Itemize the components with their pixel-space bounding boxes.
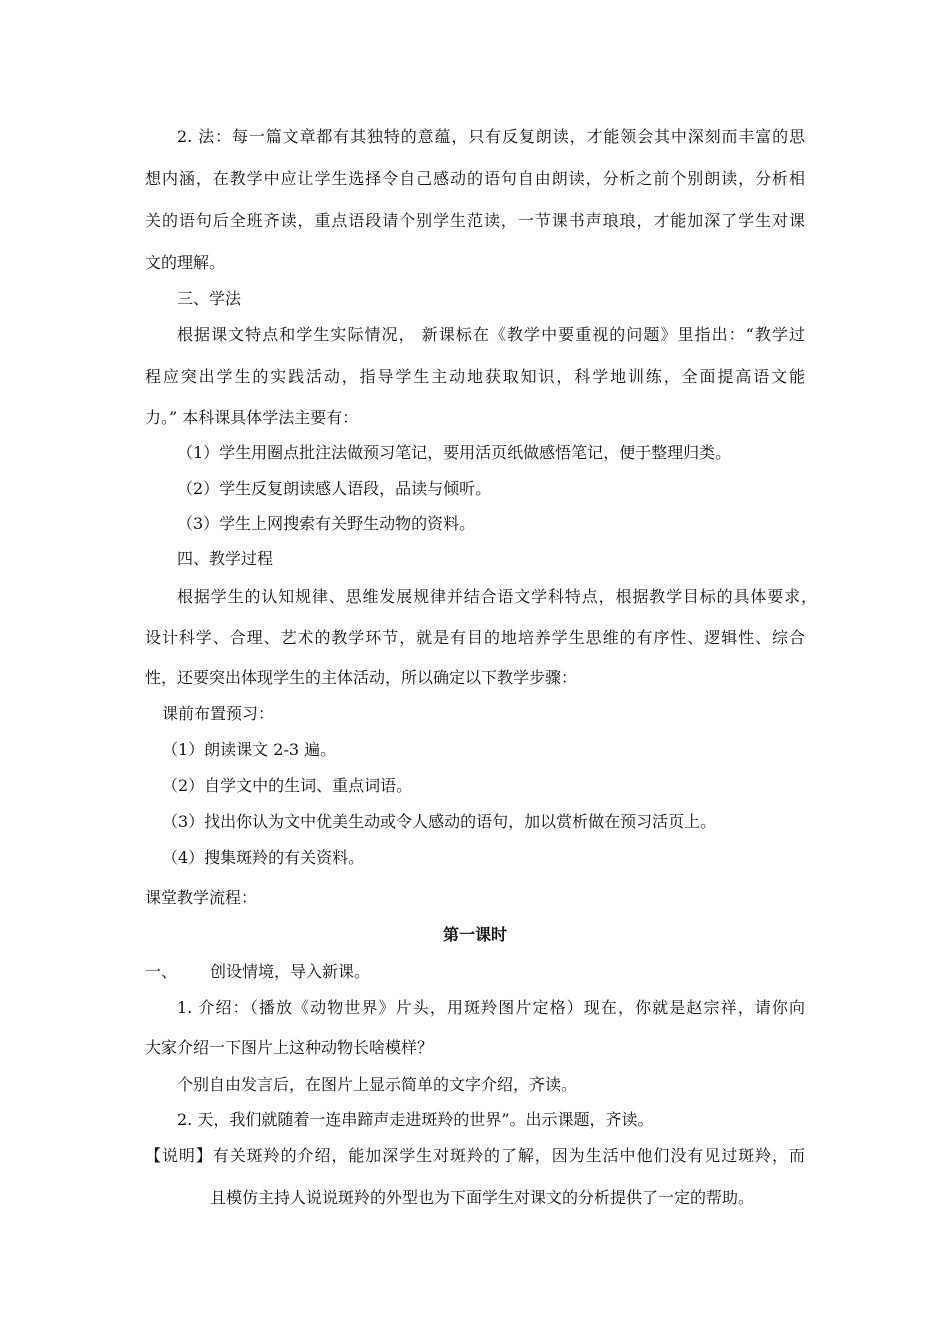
list-item: （2）自学文中的生词、重点词语。 <box>162 776 413 795</box>
paragraph-line: 想内涵，在教学中应让学生选择令自己感动的语句自由朗读，分析之前个别朗读，分析相 <box>145 169 805 188</box>
paragraph-line: 力。” 本科课具体学法主要有： <box>145 408 359 427</box>
paragraph-line: 文的理解。 <box>145 253 226 272</box>
section-heading: 三、学法 <box>177 289 242 308</box>
note-line: 且模仿主持人说说斑羚的外型也为下面学生对课文的分析提供了一定的帮助。 <box>210 1188 755 1207</box>
list-item: （4）搜集斑羚的有关资料。 <box>162 848 365 867</box>
paragraph-line: 根据课文特点和学生实际情况， 新课标在《教学中要重视的问题》里指出：“教学过 <box>177 325 805 344</box>
paragraph-line: 根据学生的认知规律、思维发展规律并结合语文学科特点，根据教学目标的具体要求， <box>177 587 817 606</box>
list-item: （3）学生上网搜索有关野生动物的资料。 <box>177 514 476 533</box>
subheading: 课前布置预习： <box>162 704 275 723</box>
paragraph-line: 个别自由发言后，在图片上显示简单的文字介绍，齐读。 <box>177 1075 578 1094</box>
paragraph-line: 程应突出学生的实践活动，指导学生主动地获取知识，科学地训练，全面提高语文能 <box>145 367 805 386</box>
step-title: 创设情境，导入新课。 <box>210 962 371 981</box>
paragraph-line: 2. 天，我们就随着一连串蹄声走进斑羚的世界”。出示课题，齐读。 <box>177 1110 654 1129</box>
lesson-title: 第一课时 <box>442 925 507 944</box>
list-item: （1）朗读课文 2-3 遍。 <box>162 740 337 759</box>
paragraph-line: 关的语句后全班齐读，重点语段请个别学生范读，一节课书声琅琅，才能加深了学生对课 <box>145 211 805 230</box>
list-item: （1）学生用圈点批注法做预习笔记，要用活页纸做感悟笔记，便于整理归类。 <box>177 443 732 462</box>
section-heading: 四、教学过程 <box>177 549 274 568</box>
list-item: （3）找出你认为文中优美生动或令人感动的语句，加以赏析做在预习活页上。 <box>162 812 717 831</box>
paragraph-line: 大家介绍一下图片上这种动物长啥模样？ <box>145 1038 434 1057</box>
subheading: 课堂教学流程： <box>145 888 258 907</box>
step-number: 一、 <box>145 962 178 981</box>
paragraph-line: 性，还要突出体现学生的主体活动，所以确定以下教学步骤： <box>145 668 578 687</box>
paragraph-line: 1. 介绍：（播放《动物世界》片头，用斑羚图片定格）现在，你就是赵宗祥，请你向 <box>177 998 805 1017</box>
paragraph-line: 2. 法：每一篇文章都有其独特的意蕴，只有反复朗读，才能领会其中深刻而丰富的思 <box>177 127 805 146</box>
list-item: （2）学生反复朗读感人语段，品读与倾听。 <box>177 479 492 498</box>
note-line: 【说明】有关斑羚的介绍，能加深学生对斑羚的了解，因为生活中他们没有见过斑羚，而 <box>145 1146 805 1165</box>
paragraph-line: 设计科学、合理、艺术的教学环节，就是有目的地培养学生思维的有序性、逻辑性、综合 <box>145 628 805 647</box>
